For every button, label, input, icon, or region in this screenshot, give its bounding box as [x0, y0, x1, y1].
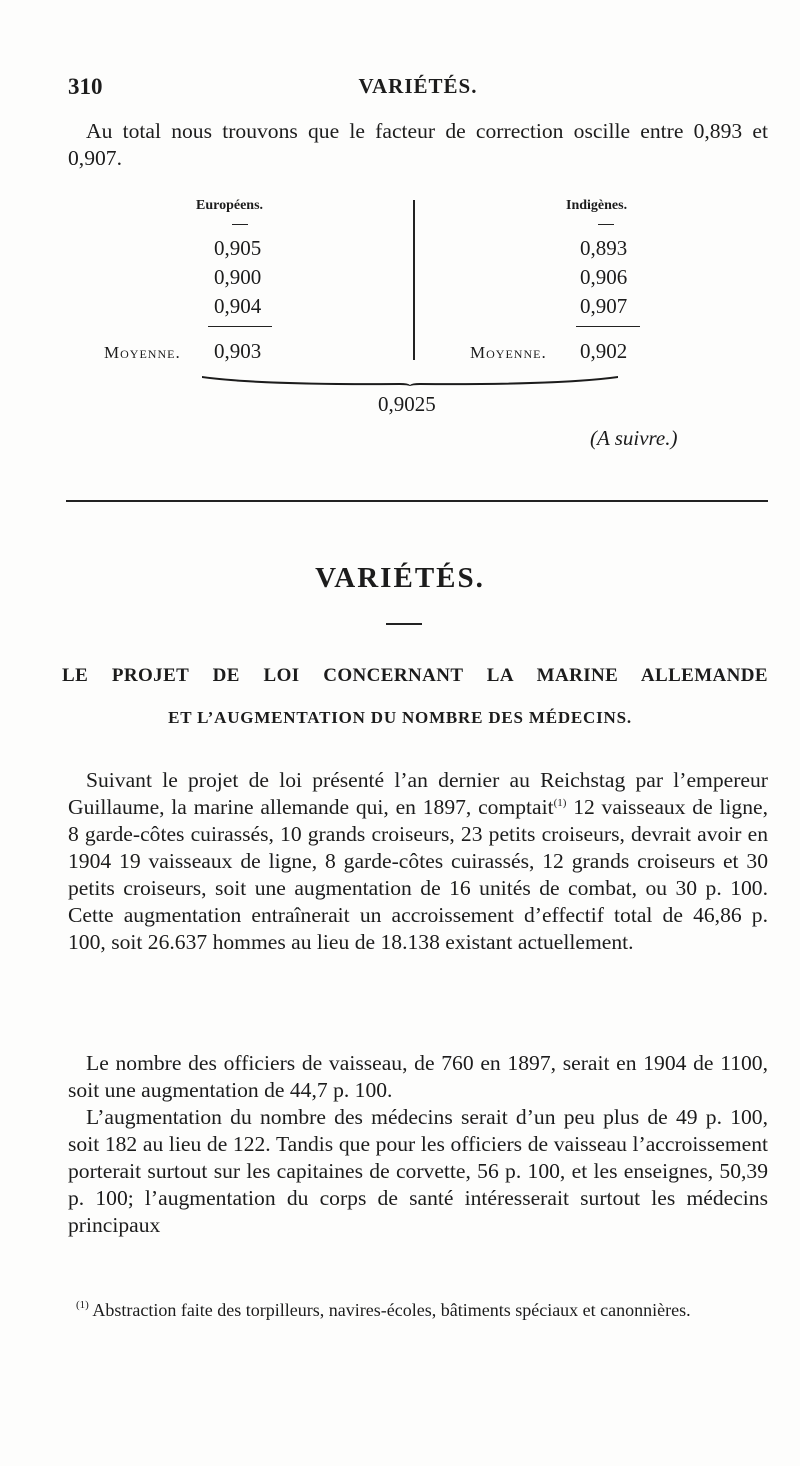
natives-value: 0,893 — [580, 236, 628, 260]
footnote-text: Abstraction faite des torpilleurs, navires-écoles, bâtiments spéciaux et canonnières. — [92, 1300, 691, 1320]
right-sum-rule — [576, 326, 640, 327]
europeans-header: Européens. — [196, 198, 264, 213]
table-vertical-divider — [413, 200, 415, 360]
moyenne-label-right: Moyenne. — [470, 343, 547, 362]
paragraph-1-text-a: Suivant le projet de loi présenté l’an dernier au Reichstag par l’empereur Guillaume, la marine allemande qui, en 1897, comptait — [68, 768, 768, 819]
body-paragraph-2: Le nombre des officiers de vaisseau, de 760 en 1897, serait en 1904 de 1100, soit une augmentation de 44,7 p. 100. — [68, 1051, 768, 1102]
right-header-dash — [598, 224, 614, 225]
left-sum-rule — [208, 326, 272, 327]
footnote-mark: (1) — [76, 1299, 89, 1311]
section-divider — [66, 500, 768, 502]
europeans-value: 0,905 — [214, 236, 262, 260]
article-title-line-1: LE PROJET DE LOI CONCERNANT LA MARINE ALLEMANDE — [62, 665, 768, 686]
left-header-dash — [232, 224, 248, 225]
europeans-value: 0,900 — [214, 265, 262, 289]
natives-value: 0,907 — [580, 294, 628, 318]
body-paragraph-1 — [68, 767, 768, 956]
title-rule — [386, 623, 422, 625]
paragraph-1-text-b: 12 vaisseaux de ligne, 8 garde-côtes cuirassés, 10 grands croiseurs, 23 petits croiseurs, devrait avoir en 1904 19 vaisseaux de ligne, 8 garde-côtes cuirassés, 12 grands croiseurs et 30 petits croiseurs, soit une augmentation de 16 unités de combat, ou 30 p. 100. Cette augmentation entraînerait un accroissement d’effectif total de 46,86 p. 100, soit 26.637 hommes au lieu de 18.138 existant actuellement. — [68, 795, 768, 954]
running-head: VARIÉTÉS. — [358, 74, 478, 98]
moyenne-label-left: Moyenne. — [104, 343, 181, 362]
europeans-value: 0,904 — [214, 294, 262, 318]
natives-mean: 0,902 — [580, 339, 628, 363]
to-be-continued: (A suivre.) — [590, 426, 678, 450]
footnote-reference: (1) — [553, 797, 567, 809]
europeans-mean: 0,903 — [214, 339, 262, 363]
section-title: VARIÉTÉS. — [315, 562, 485, 594]
natives-header: Indigènes. — [566, 198, 628, 213]
article-title-line-2: ET L’AUGMENTATION DU NOMBRE DES MÉDECINS. — [168, 708, 632, 727]
natives-value: 0,906 — [580, 265, 628, 289]
intro-paragraph: Au total nous trouvons que le facteur de correction oscille entre 0,893 et 0,907. — [68, 119, 768, 170]
overall-mean: 0,9025 — [378, 392, 436, 416]
footnote — [68, 1297, 768, 1323]
overall-mean-brace — [200, 372, 620, 386]
page-header — [68, 74, 768, 104]
page-number: 310 — [68, 74, 103, 99]
body-paragraph-3: L’augmentation du nombre des médecins serait d’un peu plus de 49 p. 100, soit 182 au lieu de 122. Tandis que pour les officiers de vaisseau l’accroissement porterait surtout sur les capitaines de corvette, 56 p. 100, et les enseignes, 50,39 p. 100; l’augmentation du corps de santé intéresserait surtout les médecins principaux — [68, 1105, 768, 1237]
